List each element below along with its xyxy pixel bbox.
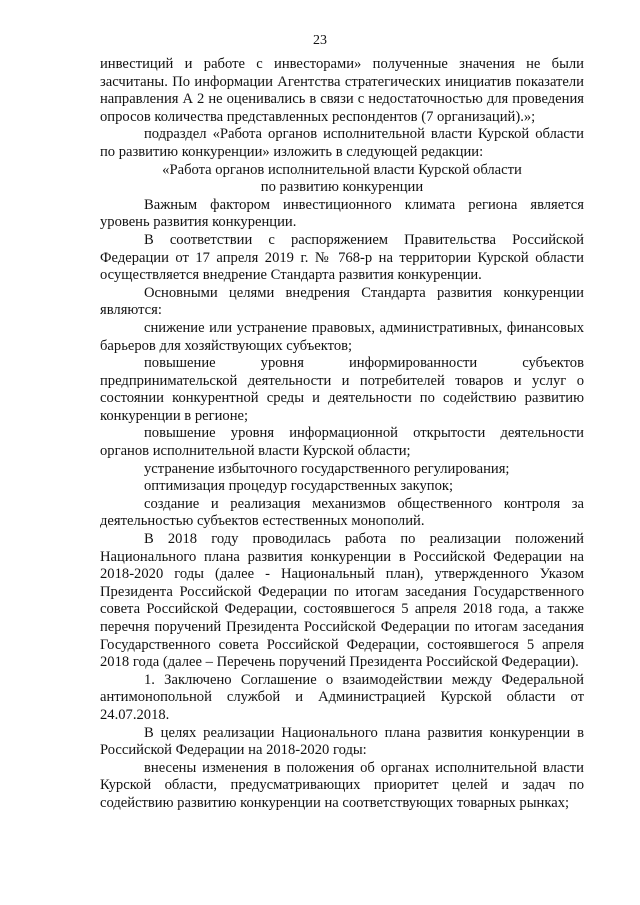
document-body <box>100 56 584 813</box>
paragraph-subsection-instruction: подраздел «Работа органов исполнительной власти Курской области по развитию конкуренции» изложить в следующей редакции: <box>100 126 584 160</box>
list-item-goal: повышение уровня информированности субъектов предпринимательской деятельности и потребителей товаров и услуг о состоянии конкурентной среды и деятельности по содействию развитию конкуренции в регионе; <box>100 355 584 424</box>
list-item-goal: создание и реализация механизмов общественного контроля за деятельностью субъектов естественных монополий. <box>100 495 584 530</box>
page-number: 23 <box>313 33 327 48</box>
list-item-goal: повышение уровня информационной открытости деятельности органов исполнительной власти Курской области; <box>100 425 584 460</box>
paragraph-regulation: В соответствии с распоряжением Правительства Российской Федерации от 17 апреля 2019 г. № 768-р на территории Курской области осуществляется внедрение Стандарта развития конкуренции. <box>100 231 584 284</box>
paragraph-agreement: 1. Заключено Соглашение о взаимодействии между Федеральной антимонопольной службой и Администрацией Курской области от 24.07.2018. <box>100 671 584 723</box>
list-item-goal: устранение избыточного государственного регулирования; <box>144 460 510 477</box>
paragraph-national-plan: В 2018 году проводилась работа по реализации положений Национального плана развития конкуренции в Российской Федерации на 2018-2020 годы (далее - Национальный план), утвержденного Указом Президента Российской Федерации по итогам заседания Государственного совета Российской Федерации, состоявшегося 5 апреля 2018 года, а также перечня поручений Президента Российской Федерации по итогам заседания Государственного совета Российской Федерации, состоявшегося 5 апреля 2018 года (далее – Перечень поручений Президента Российской Федерации). <box>100 531 584 671</box>
paragraph-implementation-item: внесены изменения в положения об органах исполнительной власти Курской области, предусматривающих приоритет целей и задач по содействию развитию конкуренции на соответствующих товарных рынках; <box>100 759 584 811</box>
list-item-goal: оптимизация процедур государственных закупок; <box>144 478 454 495</box>
paragraph-goals-intro: Основными целями внедрения Стандарта развития конкуренции являются: <box>100 284 584 319</box>
paragraph-continuation: инвестиций и работе с инвесторами» полученные значения не были засчитаны. По информации Агентства стратегических инициатив показатели направления А 2 не оценивались в связи с недостаточностью для проведения опросов количества представленных респондентов (7 организаций).»; <box>100 56 584 125</box>
paragraph-intro: Важным фактором инвестиционного климата региона является уровень развития конкуренции. <box>100 196 584 231</box>
list-item-goal: снижение или устранение правовых, административных, финансовых барьеров для хозяйствующих субъектов; <box>100 319 584 354</box>
section-heading-line-2: по развитию конкуренции <box>260 179 424 196</box>
paragraph-implementation-intro: В целях реализации Национального плана развития конкуренции в Российской Федерации на 2018-2020 годы: <box>100 724 584 759</box>
section-heading-line-1: «Работа органов исполнительной власти Курской области <box>162 161 522 178</box>
